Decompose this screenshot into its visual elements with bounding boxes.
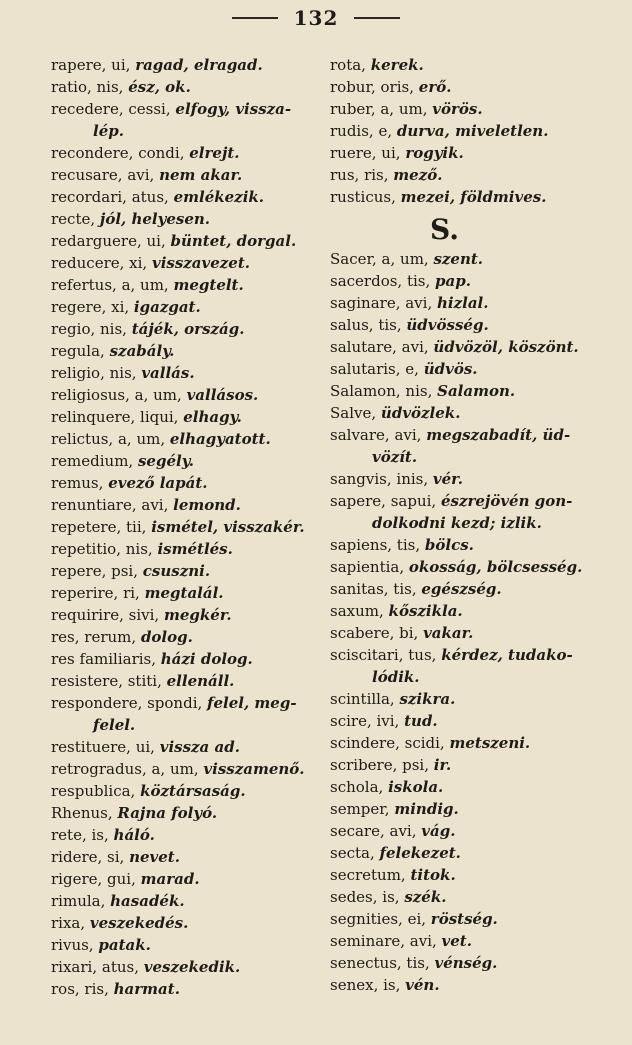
hungarian-translation: vallás. [141,364,195,382]
latin-term: scindere, scidi, [330,734,445,752]
latin-term: rigere, gui, [51,870,136,888]
dictionary-entry [51,164,321,186]
hungarian-translation: kérdez, tudako- [441,646,573,664]
translation-continuation: lép. [93,122,124,140]
hungarian-translation: bölcs. [424,536,474,554]
hungarian-translation: felekezet. [379,844,461,862]
latin-term: secta, [330,844,375,862]
hungarian-translation: háló. [113,826,155,844]
hungarian-translation: egészség. [421,580,502,598]
hungarian-translation: iskola. [388,778,444,796]
dictionary-entry [330,358,620,380]
latin-term: rudis, e, [330,122,393,140]
dictionary-entry [330,622,620,644]
latin-term: requirire, sivi, [51,606,160,624]
latin-term: religiosus, a, um, [51,386,182,404]
latin-term: res familiaris, [51,650,156,668]
latin-term: recordari, atus, [51,188,169,206]
latin-term: robur, oris, [330,78,414,96]
latin-term: recondere, condi, [51,144,185,162]
latin-term: rivus, [51,936,94,954]
latin-term: regio, nis, [51,320,127,338]
dictionary-entry [51,340,321,362]
dictionary-entry [330,54,620,76]
hungarian-translation: hizlal. [437,294,489,312]
dictionary-entry [51,494,321,516]
dictionary-entry [330,600,620,622]
hungarian-translation: visszavezet. [151,254,250,272]
dictionary-entry [51,780,321,802]
latin-term: rimula, [51,892,106,910]
latin-term: ruere, ui, [330,144,401,162]
hungarian-translation: dolog. [140,628,193,646]
hungarian-translation: megkér. [163,606,232,624]
section-letter-heading: S. [430,213,459,246]
hungarian-translation: üdvözlek. [380,404,461,422]
latin-term: Sacer, a, um, [330,250,429,268]
latin-term: rota, [330,56,366,74]
hungarian-translation: vág. [421,822,456,840]
header-rule-left [232,17,278,19]
latin-term: sapientia, [330,558,405,576]
translation-continuation: felel. [93,716,136,734]
hungarian-translation: segély. [137,452,194,470]
latin-term: rapere, ui, [51,56,131,74]
latin-term: salutaris, e, [330,360,419,378]
hungarian-translation: elhagy. [183,408,242,426]
hungarian-translation: köztársaság. [140,782,246,800]
latin-term: regula, [51,342,105,360]
hungarian-translation: kerek. [370,56,424,74]
dictionary-entry [51,538,321,560]
hungarian-translation: szék. [404,888,447,906]
dictionary-entry [51,604,321,626]
latin-term: sciscitari, tus, [330,646,437,664]
latin-term: ridere, si, [51,848,125,866]
dictionary-entry [51,76,321,98]
hungarian-translation: ismétlés. [157,540,233,558]
dictionary-entry [51,670,321,692]
latin-term: restituere, ui, [51,738,155,756]
latin-term: salvare, avi, [330,426,422,444]
dictionary-entry [330,164,620,186]
dictionary-entry [51,318,321,340]
hungarian-translation: büntet, dorgal. [170,232,297,250]
hungarian-translation: veszekedik. [143,958,241,976]
latin-term: repere, psi, [51,562,138,580]
dictionary-entry [330,380,620,402]
latin-term: senectus, tis, [330,954,430,972]
hungarian-translation: marad. [140,870,200,888]
dictionary-entry [330,776,620,798]
latin-term: schola, [330,778,384,796]
hungarian-translation: szikra. [399,690,456,708]
dictionary-entry [330,120,620,142]
latin-term: Salamon, nis, [330,382,433,400]
dictionary-entry [51,296,321,318]
dictionary-entry [51,406,321,428]
translation-continuation: vözít. [372,448,418,466]
latin-term: secretum, [330,866,406,884]
latin-term: respublica, [51,782,136,800]
dictionary-entry [51,934,321,956]
dictionary-entry [330,490,620,512]
hungarian-translation: tájék, ország. [131,320,245,338]
hungarian-translation: észrejövén gon- [440,492,573,510]
dictionary-entry [330,336,620,358]
latin-term: repetere, tii, [51,518,147,536]
dictionary-entry [51,824,321,846]
dictionary-entry [51,362,321,384]
latin-term: saxum, [330,602,384,620]
hungarian-translation: vallásos. [186,386,259,404]
dictionary-entry [330,842,620,864]
dictionary-entry [330,908,620,930]
latin-term: remedium, [51,452,134,470]
dictionary-entry [51,230,321,252]
latin-term: sedes, is, [330,888,400,906]
hungarian-translation: vénség. [434,954,498,972]
hungarian-translation: felel, meg- [207,694,297,712]
hungarian-translation: lemond. [173,496,241,514]
latin-term: rete, is, [51,826,109,844]
dictionary-entry [330,952,620,974]
hungarian-translation: vörös. [432,100,483,118]
hungarian-translation: megtelt. [173,276,244,294]
latin-term: res, rerum, [51,628,137,646]
latin-term: rusticus, [330,188,396,206]
dictionary-entry [51,98,321,120]
dictionary-entry [330,424,620,446]
latin-term: rus, ris, [330,166,389,184]
hungarian-translation: nevet. [129,848,180,866]
hungarian-translation: pap. [435,272,471,290]
hungarian-translation: vakar. [423,624,474,642]
hungarian-translation: vér. [432,470,463,488]
dictionary-entry [51,428,321,450]
hungarian-translation: röstség. [430,910,498,928]
latin-term: recte, [51,210,96,228]
latin-term: sapere, sapui, [330,492,437,510]
dictionary-entry [51,516,321,538]
latin-term: reperire, ri, [51,584,140,602]
hungarian-translation: elhagyatott. [169,430,271,448]
hungarian-translation: visszamenő. [203,760,305,778]
hungarian-translation: metszeni. [449,734,531,752]
hungarian-translation: ismétel, visszakér. [151,518,305,536]
hungarian-translation: emlékezik. [173,188,265,206]
translation-continuation: dolkodni kezd; izlik. [372,514,542,532]
translation-continuation: lódik. [372,668,420,686]
hungarian-translation: üdvös. [423,360,478,378]
right-column [330,54,620,996]
dictionary-entry [51,186,321,208]
dictionary-entry [51,890,321,912]
hungarian-translation: veszekedés. [89,914,189,932]
latin-term: salus, tis, [330,316,402,334]
hungarian-translation: okosság, bölcsesség. [408,558,583,576]
left-column [51,54,321,1000]
hungarian-translation: hasadék. [110,892,185,910]
hungarian-translation: ragad, elragad. [135,56,263,74]
latin-term: segnities, ei, [330,910,427,928]
latin-term: saginare, avi, [330,294,433,312]
latin-term: salutare, avi, [330,338,429,356]
dictionary-entry [330,314,620,336]
dictionary-entry [51,802,321,824]
latin-term: scribere, psi, [330,756,429,774]
hungarian-translation: harmat. [113,980,180,998]
dictionary-entry [330,644,620,666]
header-rule-right [354,17,400,19]
dictionary-entry [330,292,620,314]
dictionary-entry [330,754,620,776]
hungarian-translation: rogyik. [405,144,464,162]
page-header [0,4,632,32]
dictionary-entry [51,450,321,472]
latin-term: redarguere, ui, [51,232,166,250]
latin-term: regere, xi, [51,298,130,316]
hungarian-translation: mezei, földmives. [400,188,547,206]
hungarian-translation: ellenáll. [166,672,235,690]
latin-term: religio, nis, [51,364,137,382]
dictionary-entry [51,846,321,868]
dictionary-entry [330,864,620,886]
latin-term: sanitas, tis, [330,580,417,598]
hungarian-translation: megszabadít, üd- [426,426,571,444]
latin-term: respondere, spondi, [51,694,203,712]
dictionary-entry [51,648,321,670]
latin-term: scintilla, [330,690,395,708]
dictionary-entry [51,384,321,406]
hungarian-translation: házi dolog. [160,650,253,668]
latin-term: relinquere, liqui, [51,408,179,426]
latin-term: retrogradus, a, um, [51,760,199,778]
dictionary-entry [330,930,620,952]
dictionary-entry [330,688,620,710]
latin-term: sangvis, inis, [330,470,429,488]
hungarian-translation: elfogy, vissza- [175,100,292,118]
hungarian-translation: ész, ok. [128,78,191,96]
hungarian-translation: üdvözöl, köszönt. [433,338,579,356]
dictionary-entry [51,472,321,494]
latin-term: rixa, [51,914,86,932]
dictionary-entry [330,578,620,600]
hungarian-translation: Salamon. [437,382,516,400]
hungarian-translation: kőszikla. [388,602,463,620]
dictionary-entry [330,556,620,578]
dictionary-entry [51,142,321,164]
latin-term: recedere, cessi, [51,100,171,118]
right-column-s-entries [330,248,620,996]
hungarian-translation: megtalál. [144,584,224,602]
dictionary-entry [330,710,620,732]
hungarian-translation: vet. [441,932,472,950]
dictionary-entry [330,270,620,292]
latin-term: senex, is, [330,976,401,994]
dictionary-entry [51,912,321,934]
hungarian-translation: patak. [98,936,151,954]
latin-term: reducere, xi, [51,254,148,272]
dictionary-entry [330,142,620,164]
hungarian-translation: vissza ad. [159,738,240,756]
dictionary-entry [51,758,321,780]
right-column-r-entries [330,54,620,208]
latin-term: repetitio, nis, [51,540,153,558]
latin-term: remus, [51,474,104,492]
hungarian-translation: vén. [405,976,440,994]
dictionary-entry [330,886,620,908]
hungarian-translation: tud. [404,712,438,730]
latin-term: semper, [330,800,390,818]
latin-term: secare, avi, [330,822,417,840]
dictionary-entry [330,98,620,120]
dictionary-entry [51,736,321,758]
hungarian-translation: nem akar. [159,166,243,184]
hungarian-translation: szent. [433,250,484,268]
hungarian-translation: erő. [418,78,452,96]
hungarian-translation: elrejt. [189,144,240,162]
latin-term: Rhenus, [51,804,113,822]
latin-term: sacerdos, tis, [330,272,431,290]
latin-term: refertus, a, um, [51,276,169,294]
dictionary-entry [51,582,321,604]
dictionary-entry [330,732,620,754]
hungarian-translation: üdvösség. [406,316,489,334]
dictionary-entry [330,76,620,98]
dictionary-entry [330,974,620,996]
latin-term: renuntiare, avi, [51,496,169,514]
dictionary-entry [51,252,321,274]
dictionary-entry [51,560,321,582]
hungarian-translation: evező lapát. [108,474,208,492]
latin-term: seminare, avi, [330,932,437,950]
dictionary-entry [330,798,620,820]
latin-term: ratio, nis, [51,78,124,96]
latin-term: sapiens, tis, [330,536,421,554]
dictionary-entry [330,248,620,270]
latin-term: scire, ivi, [330,712,400,730]
hungarian-translation: mindig. [394,800,459,818]
dictionary-entry [51,626,321,648]
dictionary-entry [51,208,321,230]
hungarian-translation: Rajna folyó. [117,804,218,822]
hungarian-translation: csuszni. [142,562,211,580]
hungarian-translation: jól, helyesen. [99,210,211,228]
latin-term: recusare, avi, [51,166,155,184]
dictionary-entry [330,186,620,208]
hungarian-translation: igazgat. [133,298,201,316]
page-number: 132 [293,6,339,30]
latin-term: resistere, stiti, [51,672,162,690]
dictionary-entry [51,978,321,1000]
hungarian-translation: ir. [433,756,452,774]
hungarian-translation: durva, miveletlen. [396,122,549,140]
dictionary-entry [330,534,620,556]
latin-term: ros, ris, [51,980,109,998]
dictionary-entry [330,468,620,490]
hungarian-translation: szabály. [109,342,175,360]
dictionary-entry [330,402,620,424]
dictionary-entry [330,820,620,842]
dictionary-entry [51,868,321,890]
dictionary-entry [51,956,321,978]
latin-term: scabere, bi, [330,624,419,642]
latin-term: rixari, atus, [51,958,139,976]
dictionary-entry [51,54,321,76]
hungarian-translation: titok. [410,866,456,884]
dictionary-entry [51,274,321,296]
latin-term: relictus, a, um, [51,430,166,448]
latin-term: ruber, a, um, [330,100,428,118]
latin-term: Salve, [330,404,377,422]
dictionary-entry [51,692,321,714]
hungarian-translation: mező. [393,166,443,184]
